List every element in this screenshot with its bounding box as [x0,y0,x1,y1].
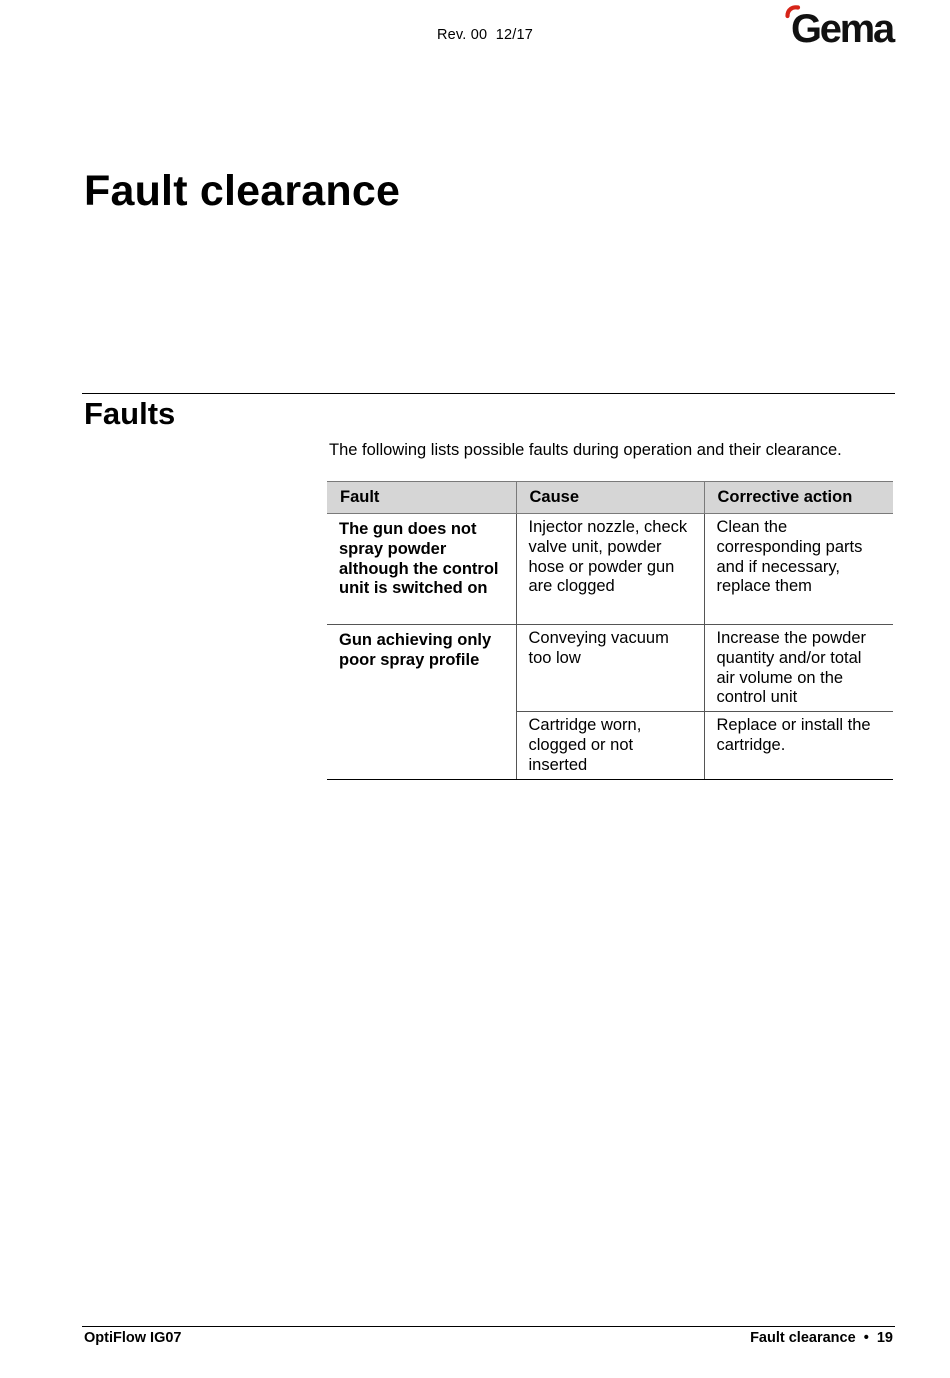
action-cell: Replace or install the cartridge. [704,712,893,779]
column-header-corrective-action: Corrective action [704,482,893,514]
intro-paragraph: The following lists possible faults during operation and their clearance. [329,441,842,459]
column-header-fault: Fault [327,482,516,514]
fault-cell: Gun achieving only poor spray profile [327,625,516,780]
svg-text:Gema: Gema [791,7,896,45]
table-row [327,514,893,625]
page-title: Fault clearance [84,167,401,215]
footer-section-name: Fault clearance [750,1330,856,1346]
cause-cell: Injector nozzle, check valve unit, powder hose or powder gun are clogged [516,514,704,625]
cause-cell: Cartridge worn, clogged or not inserted [516,712,704,779]
footer-product-name: OptiFlow IG07 [84,1330,182,1346]
revision-label: Rev. 00 12/17 [437,27,534,43]
section-divider [82,393,895,394]
footer-bullet: • [863,1330,869,1346]
cause-cell: Conveying vacuum too low [516,625,704,712]
table-row [327,625,893,712]
fault-table [327,481,893,780]
page-number: 19 [876,1330,893,1346]
table-header-row [327,482,893,514]
footer-divider [82,1326,895,1327]
action-cell: Increase the powder quantity and/or total air volume on the control unit [704,625,893,712]
footer-page-info [750,1330,893,1346]
column-header-cause: Cause [516,482,704,514]
fault-cell: The gun does not spray powder although the control unit is switched on [327,514,516,625]
action-cell: Clean the corresponding parts and if necessary, replace them [704,514,893,625]
section-title: Faults [84,396,176,431]
gema-logo [784,3,896,45]
